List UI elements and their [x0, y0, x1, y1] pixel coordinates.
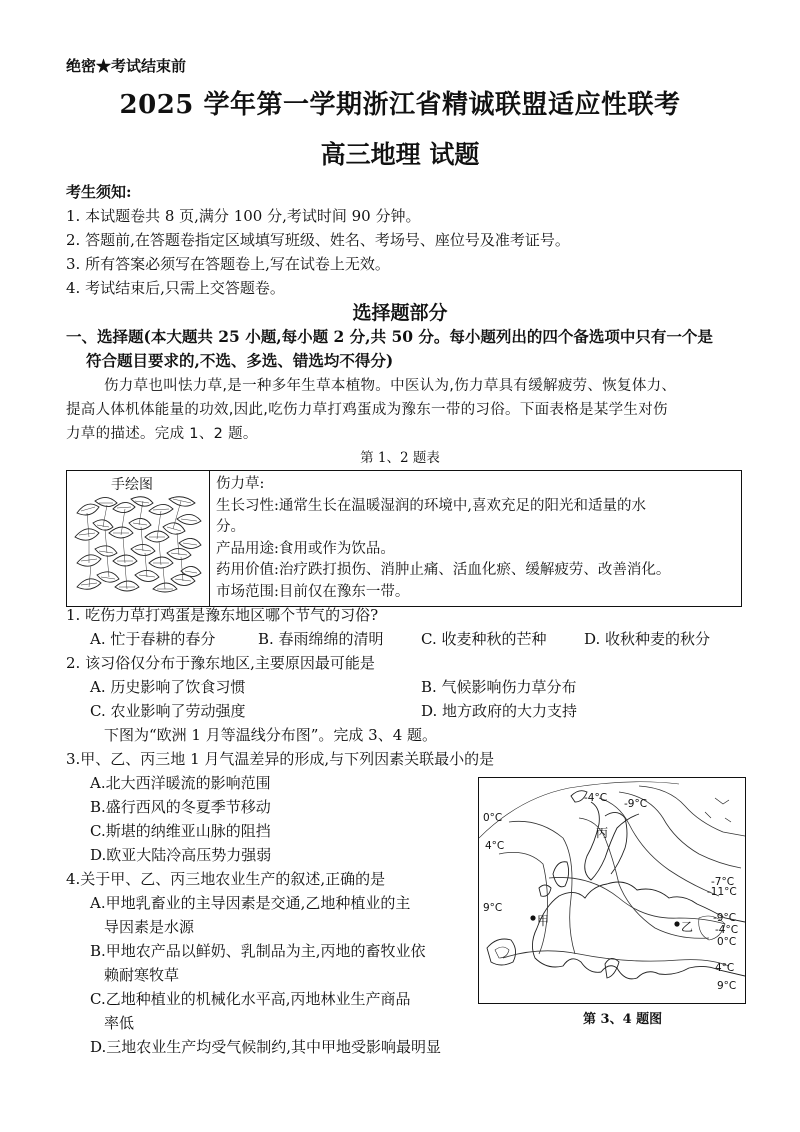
- notice-heading: 考生须知:: [66, 183, 132, 201]
- plant-info-table: [66, 470, 742, 607]
- drawing-cell: [67, 471, 210, 607]
- isotherm-label-minus4-top: -4°C: [584, 792, 608, 804]
- question-3-stem: 3.甲、乙、丙三地 1 月气温差异的形成,与下列因素关联最小的是: [66, 750, 495, 768]
- question-1-stem: 1. 吃伤力草打鸡蛋是豫东地区哪个节气的习俗?: [66, 606, 379, 624]
- passage1-line2: 提高人体机体能量的功效,因此,吃伤力草打鸡蛋成为豫东一带的习俗。下面表格是某学生对伤: [66, 402, 668, 418]
- section-title: 选择题部分: [352, 302, 448, 324]
- desc-line-name: 伤力草:: [216, 476, 265, 492]
- q3-option-b: B.盛行西风的冬夏季节移动: [90, 798, 271, 816]
- location-yi: 乙: [681, 920, 694, 934]
- location-bing: 丙: [596, 826, 609, 840]
- notice-item-2: 2. 答题前,在答题卷指定区域填写班级、姓名、考场号、座位号及准考证号。: [66, 231, 570, 249]
- q4-option-c-line2: 率低: [104, 1014, 135, 1032]
- description-cell: [210, 471, 742, 607]
- section-instructions-line1: 一、选择题(本大题共 25 小题,每小题 2 分,共 50 分。每小题列出的四个备选项中只有一个是: [66, 327, 713, 346]
- passage1-line1: 伤力草也叫怯力草,是一种多年生草本植物。中医认为,伤力草具有缓解疲劳、恢复体力、: [104, 378, 677, 394]
- q3-option-d: D.欧亚大陆冷高压势力强弱: [90, 846, 272, 864]
- section-instructions-line2: 符合题目要求的,不选、多选、错选均不得分): [86, 351, 394, 370]
- exam-title: 2025 学年第一学期浙江省精诚联盟适应性联考: [119, 90, 681, 120]
- isotherm-label-minus11: -11°C: [707, 886, 737, 898]
- passage1-line3: 力草的描述。完成 1、2 题。: [66, 426, 258, 442]
- q1-option-c: C. 收麦种秋的芒种: [421, 630, 547, 648]
- table-caption: 第 1、2 题表: [360, 450, 440, 466]
- map-caption: 第 3、4 题图: [583, 1012, 663, 1027]
- plant-sketch-image: [73, 493, 203, 595]
- isotherm-label-minus9-top: -9°C: [624, 798, 648, 810]
- isotherm-label-minus7: -7°C: [711, 876, 735, 888]
- isotherm-label-0-left: 0°C: [483, 812, 503, 824]
- q2-option-a: A. 历史影响了饮食习惯: [90, 678, 246, 696]
- notice-item-1: 1. 本试题卷共 8 页,满分 100 分,考试时间 90 分钟。: [66, 207, 421, 225]
- location-jia: 甲: [537, 914, 550, 928]
- europe-isotherm-map: [478, 777, 746, 1004]
- isotherm-label-9-left: 9°C: [483, 902, 503, 914]
- q3-option-a: A.北大西洋暖流的影响范围: [90, 774, 271, 792]
- isotherm-label-minus9-right: -9°C: [713, 912, 737, 924]
- question-4-stem: 4.关于甲、乙、丙三地农业生产的叙述,正确的是: [66, 870, 386, 888]
- q2-option-d: D. 地方政府的大力支持: [421, 702, 578, 720]
- question-2-stem: 2. 该习俗仅分布于豫东地区,主要原因最可能是: [66, 654, 375, 672]
- desc-line-growth: 生长习性:通常生长在温暖湿润的环境中,喜欢充足的阳光和适量的水: [216, 497, 646, 514]
- location-dot-yi: [674, 921, 679, 926]
- q1-option-b: B. 春雨绵绵的清明: [258, 630, 384, 648]
- passage2-text: 下图为“欧洲 1 月等温线分布图”。完成 3、4 题。: [104, 726, 438, 744]
- notice-item-4: 4. 考试结束后,只需上交答题卷。: [66, 279, 285, 297]
- q4-option-a-line1: A.甲地乳畜业的主导因素是交通,乙地种植业的主: [90, 894, 411, 912]
- q4-option-b-line2: 赖耐寒牧草: [104, 966, 180, 984]
- isotherm-label-9-right: 9°C: [717, 980, 737, 992]
- drawing-label: 手绘图: [111, 477, 153, 493]
- q4-option-d: D.三地农业生产均受气候制约,其中甲地受影响最明显: [90, 1038, 442, 1056]
- isotherm-label-4-left: 4°C: [485, 840, 505, 852]
- q2-option-b: B. 气候影响伤力草分布: [421, 678, 577, 696]
- notice-item-3: 3. 所有答案必须写在答题卷上,写在试卷上无效。: [66, 255, 390, 273]
- desc-line-use: 产品用途:食用或作为饮品。: [216, 540, 395, 557]
- q4-option-a-line2: 导因素是水源: [104, 918, 195, 936]
- q3-option-c: C.斯堪的纳维亚山脉的阻挡: [90, 822, 271, 840]
- desc-line-growth-cont: 分。: [216, 519, 245, 535]
- desc-line-medicine: 药用价值:治疗跌打损伤、消肿止痛、活血化瘀、缓解疲劳、改善消化。: [216, 562, 671, 578]
- map-drawing: [479, 778, 745, 1003]
- confidential-mark: 绝密★考试结束前: [66, 57, 187, 75]
- exam-subtitle: 高三地理 试题: [320, 140, 480, 169]
- location-dot-jia: [530, 915, 535, 920]
- q1-option-d: D. 收秋种麦的秋分: [584, 630, 711, 648]
- isotherm-label-4-right: 4°C: [715, 962, 735, 974]
- q4-option-b-line1: B.甲地农产品以鲜奶、乳制品为主,丙地的畜牧业依: [90, 942, 426, 960]
- q1-option-a: A. 忙于春耕的春分: [90, 630, 216, 648]
- q4-option-c-line1: C.乙地种植业的机械化水平高,丙地林业生产商品: [90, 990, 411, 1008]
- q2-option-c: C. 农业影响了劳动强度: [90, 702, 246, 720]
- desc-line-market: 市场范围:目前仅在豫东一带。: [216, 583, 410, 600]
- isotherm-label-minus4-right: -4°C: [715, 924, 739, 936]
- isotherm-label-0-right: 0°C: [717, 936, 737, 948]
